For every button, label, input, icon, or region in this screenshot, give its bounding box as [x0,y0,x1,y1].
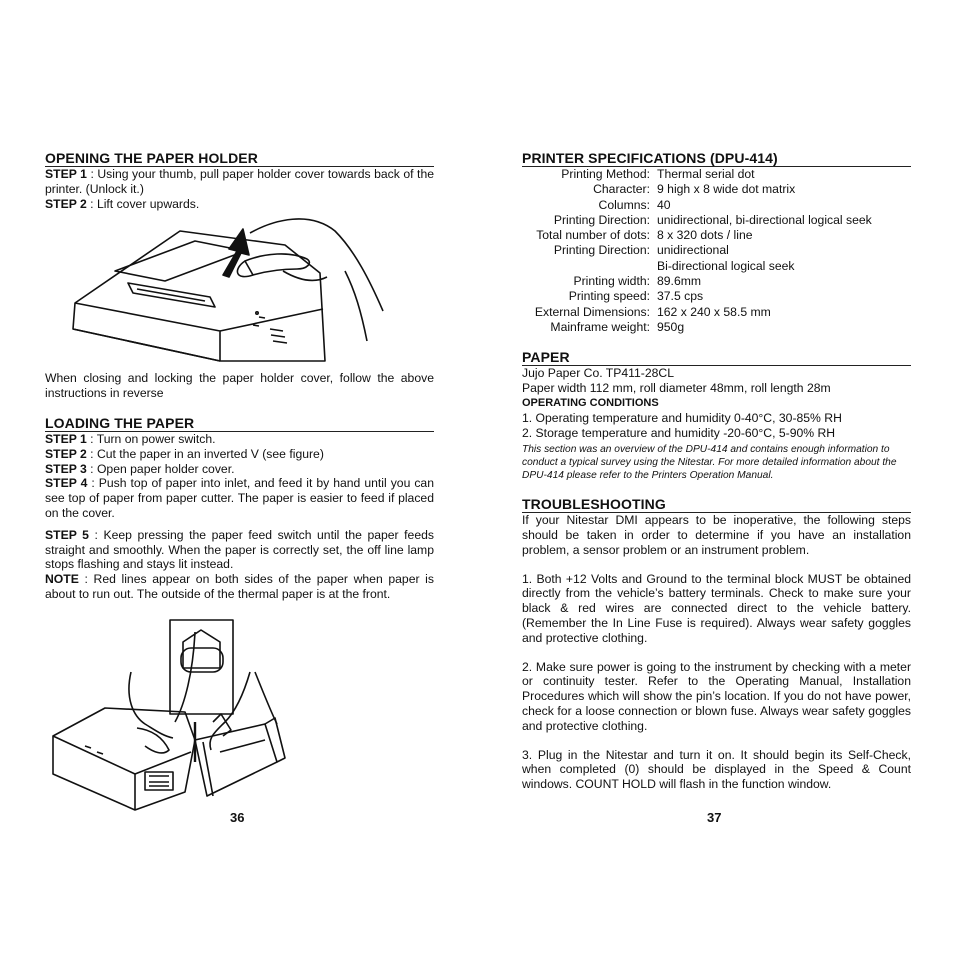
left-page [45,150,434,812]
heading-loading-paper: LOADING THE PAPER [45,415,434,432]
loading-step-1: STEP 1 : Turn on power switch. [45,431,216,446]
spec-key [522,259,650,274]
loading-step-5: STEP 5 : Keep pressing the paper feed switch until the paper feeds straight and smoothly. When the paper is correctly set, the off line lamp stops flashing and stays lit instead. [45,527,434,572]
spec-value: 89.6mm [657,274,702,289]
spec-value: 162 x 240 x 58.5 mm [657,304,771,319]
spec-key: Total number of dots: [536,228,650,243]
paper-loading-illustration [45,612,434,812]
loading-note: NOTE : Red lines appear on both sides of the paper when paper is about to run out. The outside of the thermal paper is at the front. [45,572,434,601]
operating-line: 1. Operating temperature and humidity 0-40°C, 30-85% RH [522,410,842,425]
spec-value: 9 high x 8 wide dot matrix [657,182,796,197]
opening-step-1: STEP 1 : Using your thumb, pull paper holder cover towards back of the printer. (Unlock it.) [45,167,435,196]
spec-key: Columns: [598,197,650,212]
opening-step-2: STEP 2 : Lift cover upwards. [45,196,200,211]
spec-value: 40 [657,197,671,212]
paper-line: Paper width 112 mm, roll diameter 48mm, roll length 28m [522,381,831,396]
right-page [522,150,911,792]
spec-value: Thermal serial dot [657,167,755,181]
spec-key: Printing width: [573,274,650,289]
loading-step-4: STEP 4 : Push top of paper into inlet, and feed it by hand until you can see top of paper from paper cutter. The paper is easier to feed if placed on the cover. [45,476,434,520]
spec-key: Printing speed: [568,289,650,304]
loading-step-2: STEP 2 : Cut the paper in an inverted V (see figure) [45,446,324,461]
heading-operating-conditions: OPERATING CONDITIONS [522,396,659,409]
closing-note: When closing and locking the paper holder cover, follow the above instructions in reverse [45,371,434,401]
trouble-paragraph: 1. Both +12 Volts and Ground to the terminal block MUST be obtained directly from the vehicle’s battery terminals. Check to make sure your black & red wires are connected direct to the vehicle battery. (Remember the In Line Fuse is required). Always wear safety goggles and protective clothing. [522,571,911,645]
spec-value: unidirectional, bi-directional logical seek [657,212,872,227]
overview-note: This section was an overview of the DPU-414 and contains enough information to conduct a typical survey using the Nitestar. For more detailed information about the DPU-414 please refer to the Printers Operation Manual. [522,444,897,481]
paper-line: Jujo Paper Co. TP411-28CL [522,366,674,381]
spec-value: 37.5 cps [657,289,704,304]
printer-opening-illustration [45,211,434,363]
loading-step-3: STEP 3 : Open paper holder cover. [45,461,235,476]
trouble-paragraph: 2. Make sure power is going to the instrument by checking with a meter or continuity tester. Refer to the Operating Manual, Installation Procedures which will show the pin’s location. If you do not have power, check for a loose connection or blown fuse. Always wear safety goggles and protective clothing. [522,659,911,733]
spec-key: Printing Direction: [553,212,650,227]
heading-printer-specs: PRINTER SPECIFICATIONS (DPU-414) [522,150,911,167]
heading-troubleshooting: TROUBLESHOOTING [522,496,911,513]
trouble-paragraph: 3. Plug in the Nitestar and turn it on. It should begin its Self-Check, when completed (0) should be displayed in the Speed & Count windows. COUNT HOLD will flash in the function window. [522,747,911,792]
spec-key: Character: [593,182,650,197]
spec-table [522,167,911,335]
operating-line: 2. Storage temperature and humidity -20-60°C, 5-90% RH [522,425,836,440]
spec-key: Mainframe weight: [550,319,650,334]
heading-opening-paper-holder: OPENING THE PAPER HOLDER [45,150,434,167]
spec-value: 8 x 320 dots / line [657,228,753,243]
spec-value: Bi-directional logical seek [657,258,795,273]
trouble-paragraph: If your Nitestar DMI appears to be inoperative, the following steps should be taken in order to determine if you have an installation problem, a sensor problem or an instrument problem. [522,513,911,557]
spec-key: Printing Method: [561,167,650,181]
spec-key: External Dimensions: [534,304,650,319]
page-number-right: 37 [707,810,722,825]
page-number-left: 36 [230,810,245,825]
spec-value: unidirectional [657,243,729,258]
spec-key: Printing Direction: [553,243,650,258]
spec-value: 950g [657,319,685,334]
heading-paper: PAPER [522,349,911,366]
